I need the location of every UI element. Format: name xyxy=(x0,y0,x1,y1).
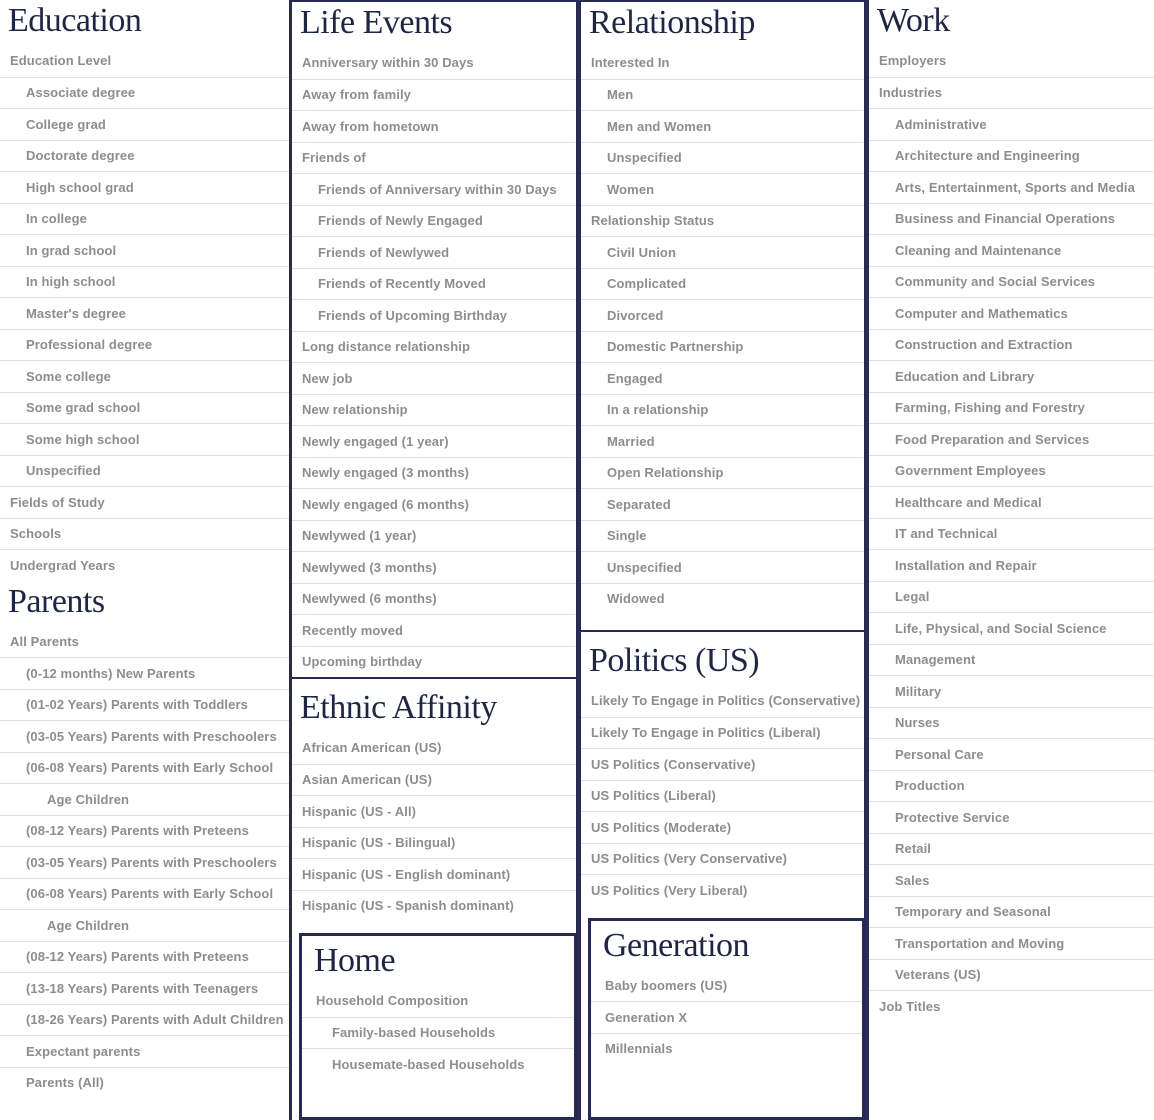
list-item[interactable] xyxy=(581,205,864,237)
list-item[interactable] xyxy=(869,959,1154,991)
list-item-label: Sales xyxy=(895,872,930,888)
list-item-label: All Parents xyxy=(10,633,80,649)
list-item-label: Civil Union xyxy=(607,244,676,260)
list-item-label: Retail xyxy=(895,841,932,857)
list-item[interactable] xyxy=(292,173,576,205)
list-item[interactable] xyxy=(869,644,1154,676)
list-item[interactable] xyxy=(869,360,1154,392)
column-work xyxy=(866,0,1154,1120)
list-item[interactable] xyxy=(869,896,1154,928)
list-item-label: Job Titles xyxy=(879,998,941,1014)
list-item[interactable] xyxy=(869,45,1154,77)
list-item-label: Millennials xyxy=(605,1041,673,1057)
list-item[interactable] xyxy=(292,551,576,583)
list-item[interactable] xyxy=(0,108,289,140)
list-item[interactable] xyxy=(0,657,289,689)
list-item[interactable] xyxy=(0,360,289,392)
list-item-label: Arts, Entertainment, Sports and Media xyxy=(895,179,1135,195)
list-item[interactable] xyxy=(0,972,289,1004)
list-item-label: Separated xyxy=(607,496,671,512)
list-item-label: Likely To Engage in Politics (Conservative) xyxy=(591,693,861,709)
list-item-label: African American (US) xyxy=(302,740,442,756)
list-item-label: Unspecified xyxy=(607,559,682,575)
list-item[interactable] xyxy=(0,846,289,878)
section-title-generation: Generation xyxy=(603,926,750,964)
section-relationship xyxy=(581,2,864,614)
list-item[interactable] xyxy=(0,1004,289,1036)
list-item[interactable] xyxy=(292,732,576,764)
list-item-label: Housemate-based Households xyxy=(332,1056,525,1072)
list-item-label: Healthcare and Medical xyxy=(895,494,1042,510)
list-item[interactable] xyxy=(869,297,1154,329)
list-item-label: (08-12 Years) Parents with Preteens xyxy=(26,949,249,965)
list-item-label: (03-05 Years) Parents with Preschoolers xyxy=(26,728,277,744)
list-item-label: Friends of Recently Moved xyxy=(318,276,486,292)
list-item[interactable] xyxy=(869,927,1154,959)
list-item-label: Legal xyxy=(895,589,930,605)
list-item[interactable] xyxy=(302,1048,574,1080)
section-list-parents xyxy=(0,626,289,1099)
list-item-label: Expectant parents xyxy=(26,1043,141,1059)
section-work xyxy=(869,0,1154,1022)
list-item[interactable] xyxy=(0,689,289,721)
section-generation xyxy=(588,918,864,1120)
list-item-label: Away from hometown xyxy=(302,118,439,134)
list-item-label: Hispanic (US - All) xyxy=(302,803,417,819)
list-item-label: Protective Service xyxy=(895,809,1010,825)
list-item-label: In high school xyxy=(26,274,116,290)
list-item[interactable] xyxy=(292,362,576,394)
list-item-label: Some grad school xyxy=(26,400,141,416)
list-item[interactable] xyxy=(0,878,289,910)
list-item-label: Newlywed (1 year) xyxy=(302,528,417,544)
list-item-label: Widowed xyxy=(607,591,665,607)
list-item-label: Hispanic (US - Spanish dominant) xyxy=(302,898,514,914)
list-item-label: Recently moved xyxy=(302,622,404,638)
list-item-label: Temporary and Seasonal xyxy=(895,904,1051,920)
list-item[interactable] xyxy=(869,266,1154,298)
list-item[interactable] xyxy=(581,488,864,520)
list-item[interactable] xyxy=(869,833,1154,865)
list-item[interactable] xyxy=(869,549,1154,581)
list-item[interactable] xyxy=(0,941,289,973)
list-item-label: Employers xyxy=(879,53,947,69)
list-item-label: Newly engaged (1 year) xyxy=(302,433,449,449)
section-life-events xyxy=(292,2,576,677)
list-item[interactable] xyxy=(581,551,864,583)
list-item-label: (0-12 months) New Parents xyxy=(26,665,196,681)
list-item[interactable] xyxy=(581,583,864,615)
list-item-label: Unspecified xyxy=(607,150,682,166)
list-item-label: Men and Women xyxy=(607,118,712,134)
list-item-label: College grad xyxy=(26,116,106,132)
list-item-label: Education Level xyxy=(10,53,112,69)
list-item[interactable] xyxy=(869,518,1154,550)
list-item[interactable] xyxy=(581,717,864,749)
list-item-label: Away from family xyxy=(302,87,412,103)
list-item-label: (01-02 Years) Parents with Toddlers xyxy=(26,697,248,713)
section-list-politics-us xyxy=(581,685,864,906)
section-home xyxy=(299,933,576,1120)
list-item-label: Newly engaged (6 months) xyxy=(302,496,470,512)
list-item-label: Parents (All) xyxy=(26,1075,104,1091)
list-item-label: (13-18 Years) Parents with Teenagers xyxy=(26,980,259,996)
list-item[interactable] xyxy=(292,457,576,489)
list-item-label: Personal Care xyxy=(895,746,984,762)
list-item[interactable] xyxy=(869,77,1154,109)
list-item[interactable] xyxy=(292,79,576,111)
list-item-label: Hispanic (US - Bilingual) xyxy=(302,835,456,851)
list-item[interactable] xyxy=(292,236,576,268)
list-item[interactable] xyxy=(302,1017,574,1049)
list-item-label: Hispanic (US - English dominant) xyxy=(302,866,511,882)
list-item-label: Doctorate degree xyxy=(26,148,135,164)
list-item-label: (08-12 Years) Parents with Preteens xyxy=(26,823,249,839)
list-item[interactable] xyxy=(292,47,576,79)
list-item-label: Age Children xyxy=(47,791,130,807)
column-relationship-politics-generation xyxy=(578,0,866,1120)
list-item-label: Community and Social Services xyxy=(895,274,1096,290)
list-item-label: (06-08 Years) Parents with Early School xyxy=(26,760,274,776)
list-item-label: Architecture and Engineering xyxy=(895,148,1080,164)
section-title-work: Work xyxy=(877,2,950,39)
list-item-label: Complicated xyxy=(607,276,687,292)
section-ethnic-affinity xyxy=(292,677,576,921)
list-item[interactable] xyxy=(292,614,576,646)
list-item[interactable] xyxy=(581,425,864,457)
list-item-label: Cleaning and Maintenance xyxy=(895,242,1062,258)
list-item-label: Veterans (US) xyxy=(895,967,981,983)
list-item-label: New job xyxy=(302,370,353,386)
list-item[interactable] xyxy=(292,827,576,859)
list-item[interactable] xyxy=(581,173,864,205)
list-item[interactable] xyxy=(292,299,576,331)
list-item-label: Age Children xyxy=(47,917,130,933)
list-item[interactable] xyxy=(292,795,576,827)
list-item[interactable] xyxy=(581,362,864,394)
list-item-label: Friends of Newlywed xyxy=(318,244,450,260)
list-item-label: Associate degree xyxy=(26,85,136,101)
list-item-label: Professional degree xyxy=(26,337,153,353)
list-item[interactable] xyxy=(0,297,289,329)
list-item-label: Baby boomers (US) xyxy=(605,977,728,993)
list-item[interactable] xyxy=(581,874,864,906)
list-item[interactable] xyxy=(581,236,864,268)
list-item[interactable] xyxy=(581,299,864,331)
list-item-label: Newly engaged (3 months) xyxy=(302,465,470,481)
list-item-label: Newlywed (6 months) xyxy=(302,591,437,607)
list-item-label: Domestic Partnership xyxy=(607,339,744,355)
list-item-label: Divorced xyxy=(607,307,664,323)
list-item-label: Production xyxy=(895,778,965,794)
list-item-label: Asian American (US) xyxy=(302,772,433,788)
section-list-generation xyxy=(591,970,862,1065)
list-item-label: (03-05 Years) Parents with Preschoolers xyxy=(26,854,277,870)
list-item[interactable] xyxy=(292,331,576,363)
list-item[interactable] xyxy=(292,268,576,300)
list-item-label: Relationship Status xyxy=(591,213,715,229)
list-item[interactable] xyxy=(869,864,1154,896)
list-item-label: Friends of xyxy=(302,150,366,166)
list-item[interactable] xyxy=(292,488,576,520)
list-item[interactable] xyxy=(0,234,289,266)
list-item-label: Open Relationship xyxy=(607,465,724,481)
list-item-label: US Politics (Conservative) xyxy=(591,756,756,772)
list-item[interactable] xyxy=(591,1001,862,1033)
list-item[interactable] xyxy=(869,234,1154,266)
list-item-label: Installation and Repair xyxy=(895,557,1037,573)
list-item-label: Upcoming birthday xyxy=(302,654,423,670)
list-item[interactable] xyxy=(292,142,576,174)
list-item-label: High school grad xyxy=(26,179,134,195)
list-item[interactable] xyxy=(0,392,289,424)
section-title-relationship: Relationship xyxy=(589,4,755,41)
section-title-home: Home xyxy=(314,942,396,979)
list-item-label: Management xyxy=(895,652,976,668)
list-item-label: Master's degree xyxy=(26,305,126,321)
list-item[interactable] xyxy=(0,815,289,847)
list-item-label: US Politics (Liberal) xyxy=(591,788,716,804)
list-item-label: (18-26 Years) Parents with Adult Children xyxy=(26,1012,284,1028)
list-item[interactable] xyxy=(869,612,1154,644)
list-item-label: Household Composition xyxy=(316,993,469,1009)
list-item[interactable] xyxy=(869,455,1154,487)
list-item-label: Government Employees xyxy=(895,463,1046,479)
section-list-life-events xyxy=(292,47,576,677)
list-item[interactable] xyxy=(0,140,289,172)
section-title-life-events: Life Events xyxy=(300,4,453,41)
section-title-politics-us: Politics (US) xyxy=(589,642,760,679)
list-item-label: Construction and Extraction xyxy=(895,337,1073,353)
section-politics-us xyxy=(581,630,864,906)
list-item[interactable] xyxy=(0,329,289,361)
list-item-label: Engaged xyxy=(607,370,663,386)
section-title-ethnic-affinity: Ethnic Affinity xyxy=(300,689,497,726)
list-item[interactable] xyxy=(869,581,1154,613)
list-item[interactable] xyxy=(292,890,576,922)
list-item-label: (06-08 Years) Parents with Early School xyxy=(26,886,274,902)
list-item-label: Schools xyxy=(10,526,62,542)
list-item[interactable] xyxy=(869,423,1154,455)
list-item[interactable] xyxy=(869,203,1154,235)
list-item-label: Transportation and Moving xyxy=(895,935,1065,951)
list-item-label: US Politics (Very Conservative) xyxy=(591,851,788,867)
list-item-label: Fields of Study xyxy=(10,494,105,510)
list-item[interactable] xyxy=(591,1033,862,1065)
list-item-label: Generation X xyxy=(605,1009,688,1025)
list-item[interactable] xyxy=(0,455,289,487)
list-item[interactable] xyxy=(292,425,576,457)
list-item[interactable] xyxy=(869,738,1154,770)
list-item[interactable] xyxy=(292,646,576,678)
list-item-label: Some college xyxy=(26,368,112,384)
list-item[interactable] xyxy=(581,110,864,142)
list-item-label: Industries xyxy=(879,85,943,101)
section-list-relationship xyxy=(581,47,864,614)
list-item[interactable] xyxy=(581,811,864,843)
list-item[interactable] xyxy=(581,457,864,489)
list-item[interactable] xyxy=(869,171,1154,203)
list-item-label: Education and Library xyxy=(895,368,1035,384)
list-item[interactable] xyxy=(869,486,1154,518)
list-item-label: Friends of Newly Engaged xyxy=(318,213,483,229)
list-item-label: Women xyxy=(607,181,655,197)
list-item-label: Married xyxy=(607,433,655,449)
list-item[interactable] xyxy=(869,707,1154,739)
list-item[interactable] xyxy=(869,392,1154,424)
list-item-label: Food Preparation and Services xyxy=(895,431,1090,447)
list-item-label: Computer and Mathematics xyxy=(895,305,1068,321)
section-list-ethnic-affinity xyxy=(292,732,576,921)
list-item-label: Friends of Anniversary within 30 Days xyxy=(318,181,557,197)
list-item[interactable] xyxy=(869,329,1154,361)
list-item-label: Business and Financial Operations xyxy=(895,211,1116,227)
list-item[interactable] xyxy=(581,780,864,812)
list-item[interactable] xyxy=(0,203,289,235)
list-item[interactable] xyxy=(581,79,864,111)
list-item-label: In a relationship xyxy=(607,402,709,418)
list-item[interactable] xyxy=(869,140,1154,172)
list-item[interactable] xyxy=(581,142,864,174)
section-list-work xyxy=(869,45,1154,1022)
list-item[interactable] xyxy=(292,764,576,796)
list-item[interactable] xyxy=(869,108,1154,140)
list-item-label: In grad school xyxy=(26,242,117,258)
list-item[interactable] xyxy=(0,486,289,518)
list-item-label: US Politics (Moderate) xyxy=(591,819,732,835)
list-item[interactable] xyxy=(581,331,864,363)
list-item-label: Men xyxy=(607,87,634,103)
list-item[interactable] xyxy=(0,45,289,77)
list-item[interactable] xyxy=(292,110,576,142)
list-item[interactable] xyxy=(292,520,576,552)
list-item[interactable] xyxy=(292,394,576,426)
list-item[interactable] xyxy=(869,675,1154,707)
list-item-label: Likely To Engage in Politics (Liberal) xyxy=(591,725,821,741)
list-item[interactable] xyxy=(292,858,576,890)
list-item[interactable] xyxy=(869,990,1154,1022)
list-item[interactable] xyxy=(0,1067,289,1099)
list-item[interactable] xyxy=(0,549,289,581)
list-item[interactable] xyxy=(0,77,289,109)
list-item[interactable] xyxy=(581,520,864,552)
list-item-label: Interested In xyxy=(591,55,670,71)
list-item-label: Undergrad Years xyxy=(10,557,116,573)
section-parents xyxy=(0,581,289,1099)
list-item-label: Single xyxy=(607,528,647,544)
list-item[interactable] xyxy=(869,801,1154,833)
list-item-label: Farming, Fishing and Forestry xyxy=(895,400,1085,416)
list-item-label: Anniversary within 30 Days xyxy=(302,55,474,71)
list-item-label: Administrative xyxy=(895,116,987,132)
list-item[interactable] xyxy=(0,626,289,658)
list-item[interactable] xyxy=(302,985,574,1017)
list-item[interactable] xyxy=(0,720,289,752)
list-item[interactable] xyxy=(869,770,1154,802)
list-item[interactable] xyxy=(292,583,576,615)
list-item[interactable] xyxy=(581,843,864,875)
list-item[interactable] xyxy=(0,1035,289,1067)
list-item[interactable] xyxy=(581,47,864,79)
list-item-label: Some high school xyxy=(26,431,140,447)
list-item[interactable] xyxy=(581,268,864,300)
list-item[interactable] xyxy=(0,266,289,298)
list-item[interactable] xyxy=(0,171,289,203)
list-item-label: Newlywed (3 months) xyxy=(302,559,437,575)
list-item[interactable] xyxy=(581,748,864,780)
section-education xyxy=(0,0,289,581)
list-item[interactable] xyxy=(591,970,862,1002)
list-item[interactable] xyxy=(292,205,576,237)
list-item-label: Family-based Households xyxy=(332,1025,496,1041)
list-item[interactable] xyxy=(0,909,289,941)
list-item-label: Unspecified xyxy=(26,463,101,479)
column-life-events-ethnic-home xyxy=(289,0,578,1120)
section-title-parents: Parents xyxy=(8,582,105,620)
section-title-education: Education xyxy=(8,2,142,39)
list-item[interactable] xyxy=(0,518,289,550)
section-list-education xyxy=(0,45,289,581)
list-item[interactable] xyxy=(0,752,289,784)
list-item-label: Life, Physical, and Social Science xyxy=(895,620,1107,636)
list-item-label: Long distance relationship xyxy=(302,339,471,355)
list-item[interactable] xyxy=(0,783,289,815)
list-item[interactable] xyxy=(581,394,864,426)
list-item-label: Nurses xyxy=(895,715,940,731)
section-list-home xyxy=(302,985,574,1080)
list-item-label: New relationship xyxy=(302,402,408,418)
column-education-parents xyxy=(0,0,289,1120)
list-item-label: US Politics (Very Liberal) xyxy=(591,882,748,898)
list-item[interactable] xyxy=(0,423,289,455)
list-item-label: IT and Technical xyxy=(895,526,998,542)
list-item-label: Military xyxy=(895,683,942,699)
list-item-label: Friends of Upcoming Birthday xyxy=(318,307,508,323)
list-item-label: In college xyxy=(26,211,87,227)
list-item[interactable] xyxy=(581,685,864,717)
